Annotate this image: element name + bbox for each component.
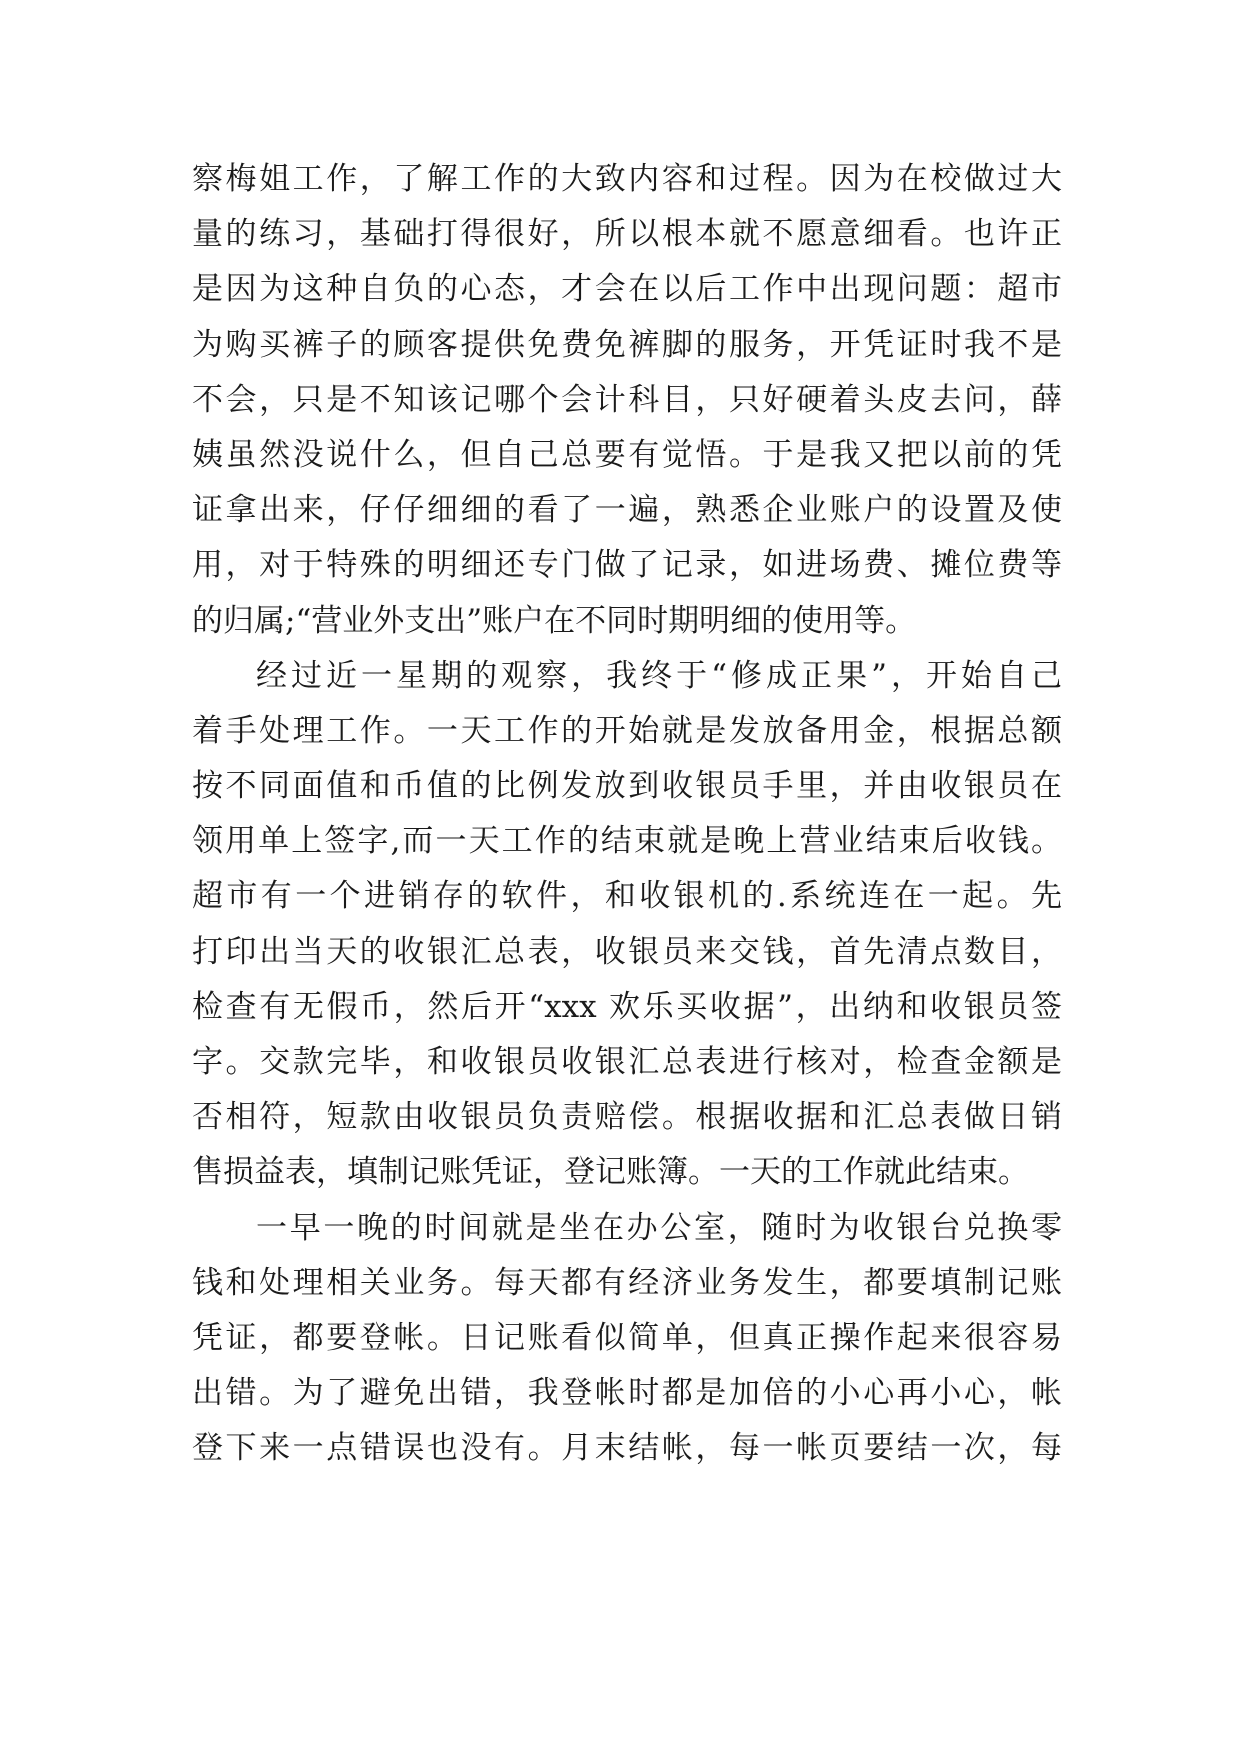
text-line: 一早一晚的时间就是坐在办公室，随时为收银台兑换零 [256, 1209, 1062, 1246]
text-line: 登下来一点错误也没有。月末结帐，每一帐页要结一次，每 [192, 1430, 1062, 1467]
text-line: 姨虽然没说什么，但自己总要有觉悟。于是我又把以前的凭 [192, 436, 1062, 473]
text-line: 打印出当天的收银汇总表，收银员来交钱，首先清点数目， [192, 933, 1062, 970]
text-line: 否相符，短款由收银员负责赔偿。根据收据和汇总表做日销 [192, 1099, 1062, 1136]
text-line: 钱和处理相关业务。每天都有经济业务发生，都要填制记账 [192, 1264, 1062, 1301]
text-line: 不会，只是不知该记哪个会计科目，只好硬着头皮去问，薛 [192, 381, 1062, 418]
text-line: 领用单上签字,而一天工作的结束就是晚上营业结束后收钱。 [192, 823, 1062, 860]
text-line: 检查有无假币，然后开“xxx 欢乐买收据”，出纳和收银员签 [192, 988, 1062, 1025]
text-line: 的归属;“营业外支出”账户在不同时期明细的使用等。 [192, 602, 917, 639]
text-line: 字。交款完毕，和收银员收银汇总表进行核对，检查金额是 [192, 1044, 1062, 1080]
text-line: 经过近一星期的观察，我终于“修成正果”，开始自己 [256, 657, 1062, 694]
text-line: 凭证，都要登帐。日记账看似简单，但真正操作起来很容易 [192, 1319, 1062, 1356]
text-line: 证拿出来，仔仔细细的看了一遍，熟悉企业账户的设置及使 [192, 492, 1062, 529]
text-line: 按不同面值和币值的比例发放到收银员手里，并由收银员在 [192, 768, 1062, 805]
text-line: 超市有一个进销存的软件，和收银机的.系统连在一起。先 [192, 878, 1062, 915]
text-line: 量的练习，基础打得很好，所以根本就不愿意细看。也许正 [192, 216, 1062, 253]
text-line: 用，对于特殊的明细还专门做了记录，如进场费、摊位费等 [192, 547, 1062, 584]
text-line: 着手处理工作。一天工作的开始就是发放备用金，根据总额 [192, 712, 1062, 749]
body-text [192, 152, 1062, 1477]
text-line: 是因为这种自负的心态，才会在以后工作中出现问题：超市 [192, 271, 1062, 308]
text-line: 出错。为了避免出错，我登帐时都是加倍的小心再小心，帐 [192, 1375, 1062, 1412]
text-line: 为购买裤子的顾客提供免费免裤脚的服务，开凭证时我不是 [192, 326, 1062, 363]
text-line: 察梅姐工作，了解工作的大致内容和过程。因为在校做过大 [192, 161, 1062, 197]
text-line: 售损益表，填制记账凭证，登记账簿。一天的工作就此结束。 [192, 1154, 1029, 1191]
